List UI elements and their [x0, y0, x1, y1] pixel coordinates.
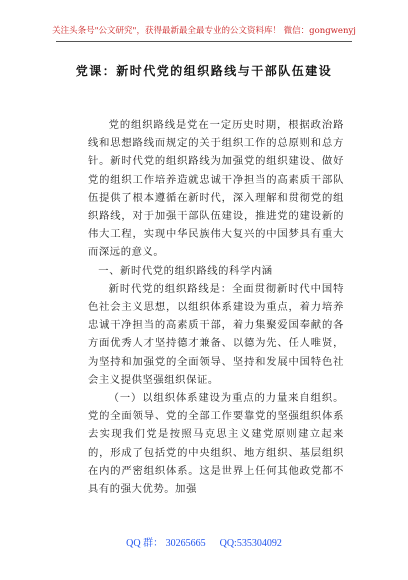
document-body — [88, 116, 344, 498]
footer-contact — [0, 534, 408, 549]
header-divider — [56, 41, 352, 42]
section-heading: 一、新时代党的组织路线的科学内涵 — [98, 264, 273, 277]
footer-qq: QQ:535304092 — [219, 538, 282, 549]
paragraph-subsection-1: （一）以组织体系建设为重点的力量来自组织。党的全面领导、党的全部工作要靠党的坚强组织体系去实现我们党是按照马克思主义建党原则建立起来的，形成了包括党的中央组织、地方组织、基层组织在内的严密组织体系。这是世界上任何其他政党都不具有的强大优势。加强 — [88, 392, 344, 496]
paragraph-definition: 新时代党的组织路线是：全面贯彻新时代中国特色社会主义思想，以组织体系建设为重点，着力培养忠诚干净担当的高素质干部，着力集聚爱国奉献的各方面优秀人才坚持德才兼备、以德为先、任人唯贤，为坚持和加强党的全面领导、坚持和发展中国特色社会主义提供坚强组织保证。 — [88, 282, 344, 386]
header-promo-text: 关注头条号"公文研究"，获得最新最全最专业的公文资料库！ 微信：gongwenyj — [52, 26, 356, 36]
paragraph-intro: 党的组织路线是党在一定历史时期，根据政治路线和思想路线而规定的关于组织工作的总原则和总方针。新时代党的组织路线为加强党的组织建设、做好党的组织工作培养造就忠诚干净担当的高素质干部队伍提供了根本遵循在新时代，深入理解和贯彻党的组织路线，对于加强干部队伍建设，推进党的建设新的伟大工程，实现中华民族伟大复兴的中国梦具有重大而深远的意义。 — [88, 119, 344, 259]
footer-qq-group: QQ 群： 30265665 — [126, 538, 206, 549]
document-title: 党课：新时代党的组织路线与干部队伍建设 — [75, 64, 333, 78]
